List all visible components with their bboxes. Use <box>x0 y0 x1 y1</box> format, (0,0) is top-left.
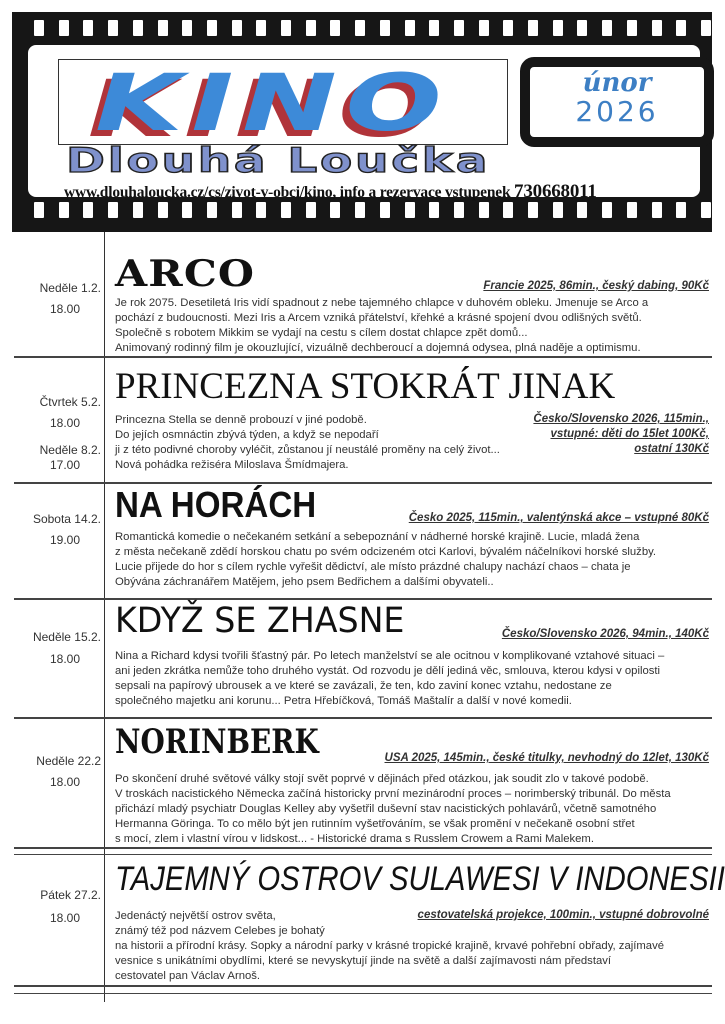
divider <box>14 356 712 358</box>
meta-line: Česko/Slovensko 2026, 115min., <box>533 413 709 425</box>
desc-line: Obývána záchranářem Matějem, jeho psem Bedřichem a dalšími obyvateli.. <box>115 576 494 588</box>
sprocket-hole <box>59 202 69 218</box>
column-divider <box>104 232 105 1002</box>
sprocket-hole <box>256 202 266 218</box>
sprocket-hole <box>627 20 637 36</box>
logo-box <box>58 59 508 149</box>
film-title: KDYŽ SE ZHASNE <box>115 601 405 641</box>
sprocket-hole <box>503 202 513 218</box>
sprocket-hole <box>577 20 587 36</box>
film-title: TAJEMNÝ OSTROV SULAWESI V INDONESII <box>115 860 725 898</box>
film-meta <box>533 412 709 457</box>
sprocket-hole <box>676 202 686 218</box>
desc-line: ji z této podivné choroby vyléčit, zůstanou jí neustálé proměny na celý život... <box>115 444 500 456</box>
sprocket-hole <box>306 20 316 36</box>
sprocket-row-top <box>34 20 714 36</box>
sprocket-hole <box>232 202 242 218</box>
sprocket-hole <box>652 20 662 36</box>
desc-line: Princezna Stella se denně probouzí v jiné podobě. <box>115 414 367 426</box>
sprocket-hole <box>108 20 118 36</box>
desc-line: ani jeden zkrátka nemůže toho druhého vystát. Od rozvodu je dělí jediná věc, smlouva, kterou kdysi v opilosti <box>115 665 661 677</box>
meta-line: vstupné: děti do 15let 100Kč, <box>550 428 709 440</box>
sprocket-hole <box>34 202 44 218</box>
desc-line: Do jejích osmnáctin zbývá týden, a když se nepodaří <box>115 429 379 441</box>
sprocket-hole <box>133 20 143 36</box>
film-time: 18.00 <box>49 416 80 430</box>
desc-line: sepsali na papírový ubrousek a ve které se zavázali, že ten, kdo zaviní konec vztahu, nedostane ze <box>115 680 612 692</box>
film-time: 18.00 <box>49 302 80 316</box>
month-label: únor <box>582 68 652 98</box>
sprocket-hole <box>577 202 587 218</box>
sprocket-hole <box>207 20 217 36</box>
sprocket-hole <box>330 20 340 36</box>
divider <box>14 847 712 849</box>
film-date: Pátek 27.2. <box>40 888 101 902</box>
desc-line: Jedenáctý největší ostrov světa, <box>115 910 276 922</box>
film-meta: Francie 2025, 86min., český dabing, 90Kč <box>483 280 709 292</box>
header-banner <box>28 45 700 202</box>
film-description <box>115 296 648 356</box>
desc-line: známý též pod názvem Celebes je bohatý <box>115 925 325 937</box>
desc-line: Nová pohádka režiséra Miloslava Šmídmajera. <box>115 459 349 471</box>
desc-line: Je rok 2075. Desetiletá Iris vidí spadnout z nebe tajemného chlapce v duhovém obleku. Jmenuje se Arco a <box>115 297 649 309</box>
sprocket-hole <box>330 202 340 218</box>
sprocket-hole <box>479 20 489 36</box>
sprocket-hole <box>602 20 612 36</box>
sprocket-row-bottom <box>34 202 714 218</box>
film-meta: Česko 2025, 115min., valentýnská akce – vstupné 80Kč <box>408 512 709 524</box>
desc-line: V troskách nacistického Německa začíná historicky první mezinárodní proces – norimberský tribunál. Do města <box>115 788 671 800</box>
film-time: 19.00 <box>49 533 80 547</box>
sprocket-hole <box>701 20 711 36</box>
film-meta: cestovatelská projekce, 100min., vstupné dobrovolné <box>417 909 709 921</box>
sprocket-hole <box>602 202 612 218</box>
month-box <box>520 57 714 147</box>
sprocket-hole <box>158 20 168 36</box>
sprocket-hole <box>59 20 69 36</box>
desc-line: cestovatel pan Václav Arnoš. <box>115 970 261 982</box>
sprocket-hole <box>479 202 489 218</box>
sprocket-hole <box>405 20 415 36</box>
sprocket-hole <box>158 202 168 218</box>
film-date: Sobota 14.2. <box>32 512 101 526</box>
sprocket-hole <box>281 202 291 218</box>
film-date: Neděle 15.2. <box>32 630 101 644</box>
film-time: 18.00 <box>49 911 80 925</box>
sprocket-hole <box>306 202 316 218</box>
place-name: Dlouhá Loučka <box>66 141 491 181</box>
film-title: NORINBERK <box>115 722 319 762</box>
sprocket-hole <box>108 202 118 218</box>
divider <box>14 854 712 855</box>
phone-number: 730668011 <box>514 181 597 202</box>
desc-line: Lucie přijede do hor s cílem rychle vyřešit dědictví, ale místo prázdné chalupy nachází chaos – chata je <box>115 561 631 573</box>
desc-line: Společně s robotem Mikkim se vydají na cestu s cílem dostat chlapce zpět domů... <box>115 327 528 339</box>
sprocket-hole <box>83 20 93 36</box>
sprocket-hole <box>83 202 93 218</box>
film-date: Čtvrtek 5.2. <box>39 395 101 409</box>
sprocket-hole <box>701 202 711 218</box>
sprocket-hole <box>355 20 365 36</box>
film-description <box>115 530 656 590</box>
sprocket-hole <box>429 20 439 36</box>
sprocket-hole <box>182 202 192 218</box>
divider <box>14 717 712 719</box>
desc-line: z města nečekaně zdědí horskou chatu po svém odcizeném otci Karlovi, bývalém náčelníkovi horské služby. <box>115 546 657 558</box>
divider <box>14 993 712 994</box>
desc-line: na historii a přírodní krásy. Sopky a národní parky v krásné tropické krajině, krvavé pohřební obřady, zajímavé <box>115 940 664 952</box>
film-meta: Česko/Slovensko 2026, 94min., 140Kč <box>501 628 709 640</box>
website-info: www.dlouhaloucka.cz/cs/zivot-v-obci/kino, info a rezervace vstupenek <box>64 184 515 201</box>
sprocket-hole <box>454 20 464 36</box>
sprocket-hole <box>256 20 266 36</box>
film-description <box>115 413 500 473</box>
film-date: Neděle 8.2. <box>39 443 101 457</box>
sprocket-hole <box>380 202 390 218</box>
sprocket-hole <box>207 202 217 218</box>
desc-line: přichází mladý psychiatr Douglas Kelley aby vyšetřil duševní stav nacistických pohlavárů, včetně samotného <box>115 803 657 815</box>
sprocket-hole <box>429 202 439 218</box>
sprocket-hole <box>133 202 143 218</box>
meta-line: ostatní 130Kč <box>634 443 709 455</box>
sprocket-hole <box>34 20 44 36</box>
sprocket-hole <box>454 202 464 218</box>
year-label: 2026 <box>575 95 659 128</box>
divider <box>14 598 712 600</box>
desc-line: společného majetku ani korunu... Petra Hřebíčková, Tomáš Maštalír a další v nové komedii. <box>115 695 572 707</box>
sprocket-hole <box>380 20 390 36</box>
sprocket-hole <box>405 202 415 218</box>
film-time: 18.00 <box>49 775 80 789</box>
film-description <box>115 909 664 984</box>
film-title: ARCO <box>115 253 256 295</box>
film-date: Neděle 1.2. <box>39 281 101 295</box>
desc-line: Animovaný rodinný film je okouzlující, vizuálně dechberoucí a dojemná odysea, plná naděje a optimismu. <box>115 342 641 354</box>
film-meta: USA 2025, 145min., české titulky, nevhodný do 12let, 130Kč <box>384 752 709 764</box>
sprocket-hole <box>503 20 513 36</box>
film-title: PRINCEZNA STOKRÁT JINAK <box>115 366 616 407</box>
film-date: Neděle 22.2 <box>36 754 101 768</box>
sprocket-hole <box>676 20 686 36</box>
film-time: 18.00 <box>49 652 80 666</box>
divider <box>14 985 712 987</box>
desc-line: vesnice s unikátními obydlími, které se nevyskytují jinde na světě a další zajímavosti nám představí <box>115 955 612 967</box>
sprocket-hole <box>652 202 662 218</box>
sprocket-hole <box>355 202 365 218</box>
sprocket-hole <box>553 20 563 36</box>
info-line <box>64 181 597 203</box>
film-description <box>115 772 671 847</box>
sprocket-hole <box>182 20 192 36</box>
film-time: 17.00 <box>49 458 80 472</box>
sprocket-hole <box>553 202 563 218</box>
desc-line: Romantická komedie o nečekaném setkání a sebepoznání v nádherné horské krajině. Lucie, mladá žena <box>115 531 640 543</box>
film-description <box>115 649 664 709</box>
desc-line: Po skončení druhé světové války stojí svět poprvé v dějinách před otázkou, jak soudit zlo v takové podobě. <box>115 773 649 785</box>
sprocket-hole <box>232 20 242 36</box>
desc-line: Nina a Richard kdysi tvořili šťastný pár. Po letech manželství se ale ocitnou v komplikované vztahové situaci – <box>115 650 665 662</box>
desc-line: s mocí, zlem i vlastní vírou v lidskost... - Historické drama s Russlem Crowem a Rami Malekem. <box>115 833 594 845</box>
sprocket-hole <box>528 20 538 36</box>
sprocket-hole <box>528 202 538 218</box>
header-filmstrip <box>12 12 712 232</box>
desc-line: Hermanna Göringa. To co mělo být jen rutinním vyšetřováním, se však promění v nečekaně osobní střet <box>115 818 635 830</box>
sprocket-hole <box>281 20 291 36</box>
desc-line: pochází z budoucnosti. Mezi Iris a Arcem vzniká přátelství, křehké a krásné spojení dvou odlišných světů. <box>115 312 642 324</box>
sprocket-hole <box>627 202 637 218</box>
kino-logo: KINO <box>95 59 451 149</box>
film-title: NA HORÁCH <box>115 484 317 525</box>
